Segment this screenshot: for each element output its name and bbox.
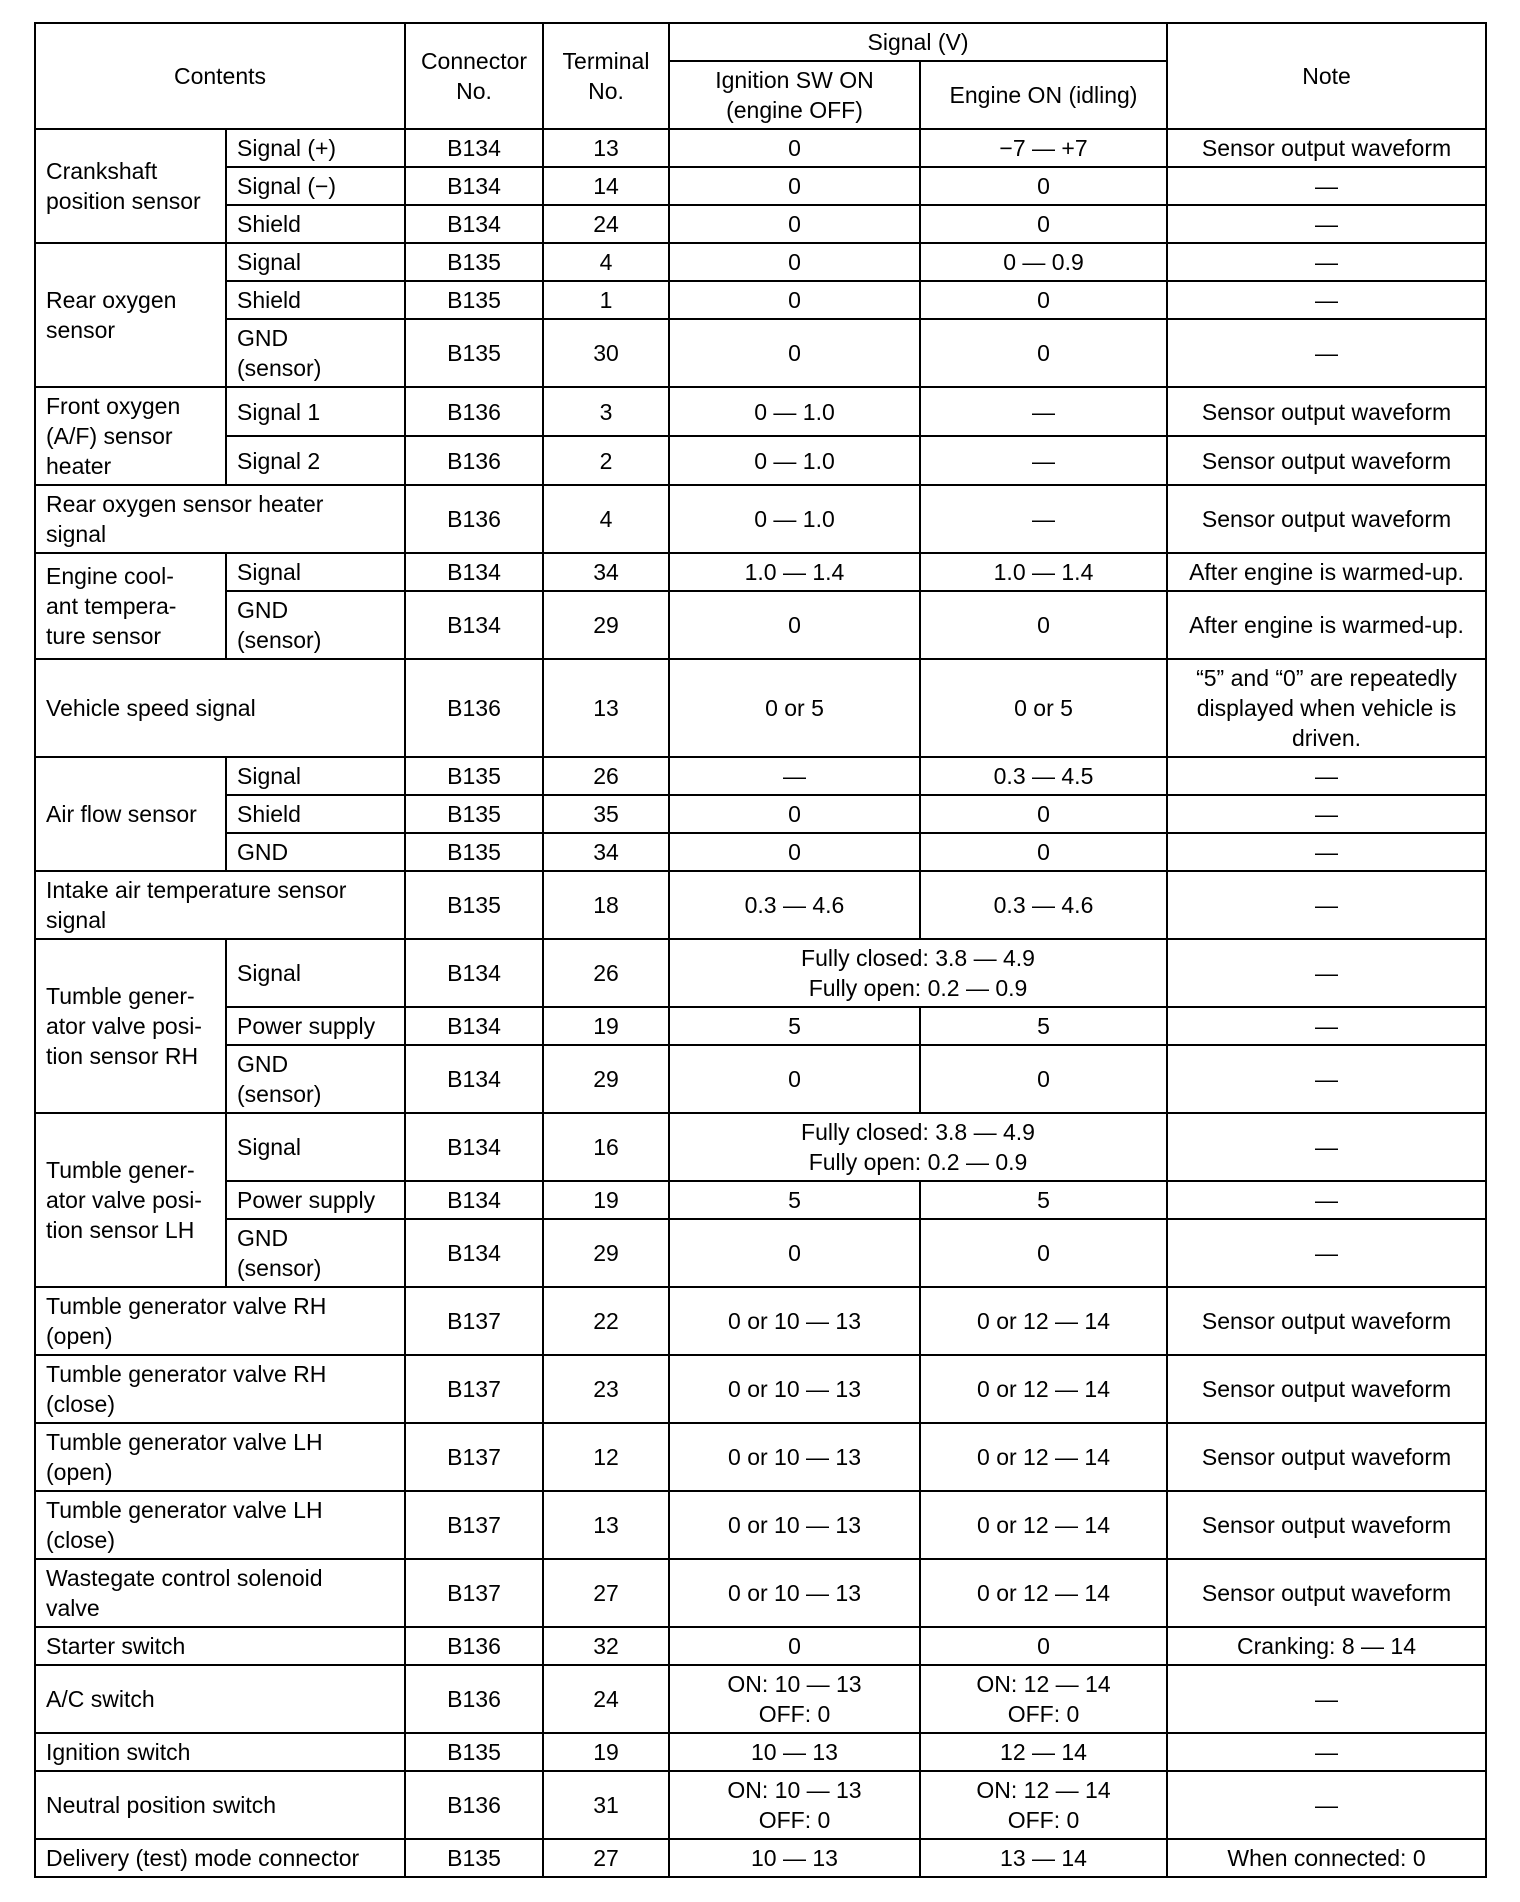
terminal-cell: 27 <box>543 1559 669 1627</box>
table-row <box>35 1627 1486 1665</box>
terminal-cell: 27 <box>543 1839 669 1877</box>
note-cell: — <box>1167 1007 1486 1045</box>
table-row <box>35 553 1486 591</box>
engine-signal-cell: 0 <box>920 1627 1167 1665</box>
engine-signal-cell: 0 <box>920 167 1167 205</box>
ignition-signal-cell: 0 <box>669 795 920 833</box>
ignition-signal-cell: 0 <box>669 1045 920 1113</box>
connector-cell: B135 <box>405 319 543 387</box>
table-row <box>35 1491 1486 1559</box>
contents-item-cell: Signal <box>226 757 405 795</box>
ignition-signal-cell: 5 <box>669 1007 920 1045</box>
engine-signal-cell: 0 or 5 <box>920 659 1167 757</box>
table-row <box>35 795 1486 833</box>
contents-cell: Vehicle speed signal <box>35 659 405 757</box>
table-row <box>35 1007 1486 1045</box>
note-cell: Sensor output waveform <box>1167 1491 1486 1559</box>
connector-cell: B135 <box>405 243 543 281</box>
contents-item-cell: Signal 2 <box>226 436 405 485</box>
ignition-signal-cell: 1.0 — 1.4 <box>669 553 920 591</box>
note-cell: Sensor output waveform <box>1167 129 1486 167</box>
note-cell: When connected: 0 <box>1167 1839 1486 1877</box>
note-cell: — <box>1167 757 1486 795</box>
note-cell: Sensor output waveform <box>1167 436 1486 485</box>
connector-cell: B134 <box>405 129 543 167</box>
note-cell: — <box>1167 833 1486 871</box>
terminal-cell: 13 <box>543 659 669 757</box>
contents-cell: Intake air temperature sensor signal <box>35 871 405 939</box>
header-connector: Connector No. <box>405 23 543 129</box>
terminal-cell: 26 <box>543 939 669 1007</box>
engine-signal-cell: 0 or 12 — 14 <box>920 1559 1167 1627</box>
engine-signal-cell: 0 — 0.9 <box>920 243 1167 281</box>
note-cell: — <box>1167 1113 1486 1181</box>
ignition-signal-cell: 0 <box>669 243 920 281</box>
engine-signal-cell: 0.3 — 4.5 <box>920 757 1167 795</box>
table-row <box>35 1771 1486 1839</box>
contents-group-cell: Crankshaft position sensor <box>35 129 226 243</box>
connector-cell: B135 <box>405 833 543 871</box>
terminal-cell: 24 <box>543 205 669 243</box>
connector-cell: B135 <box>405 871 543 939</box>
connector-cell: B134 <box>405 553 543 591</box>
ignition-signal-cell: 0 or 5 <box>669 659 920 757</box>
connector-cell: B134 <box>405 1007 543 1045</box>
note-cell: Sensor output waveform <box>1167 1287 1486 1355</box>
ignition-signal-cell: 0 <box>669 833 920 871</box>
table-row <box>35 1181 1486 1219</box>
contents-cell: Ignition switch <box>35 1733 405 1771</box>
header-ignition: Ignition SW ON (engine OFF) <box>669 61 920 129</box>
contents-item-cell: Signal <box>226 553 405 591</box>
note-cell: — <box>1167 243 1486 281</box>
table-row <box>35 129 1486 167</box>
note-cell: Sensor output waveform <box>1167 387 1486 436</box>
engine-signal-cell: 1.0 — 1.4 <box>920 553 1167 591</box>
terminal-cell: 29 <box>543 591 669 659</box>
table-header <box>35 23 1486 129</box>
engine-signal-cell: 0 <box>920 319 1167 387</box>
connector-cell: B137 <box>405 1287 543 1355</box>
contents-item-cell: Shield <box>226 205 405 243</box>
ignition-signal-cell: 10 — 13 <box>669 1733 920 1771</box>
terminal-cell: 18 <box>543 871 669 939</box>
contents-group-cell: Rear oxygen sensor <box>35 243 226 387</box>
ignition-signal-cell: ON: 10 — 13 OFF: 0 <box>669 1665 920 1733</box>
terminal-cell: 32 <box>543 1627 669 1665</box>
connector-cell: B134 <box>405 939 543 1007</box>
connector-cell: B134 <box>405 1113 543 1181</box>
connector-cell: B136 <box>405 485 543 553</box>
table-row <box>35 1045 1486 1113</box>
table-row <box>35 1355 1486 1423</box>
table-row <box>35 1665 1486 1733</box>
connector-cell: B136 <box>405 659 543 757</box>
ignition-signal-cell: 0 or 10 — 13 <box>669 1491 920 1559</box>
contents-item-cell: Signal 1 <box>226 387 405 436</box>
note-cell: “5” and “0” are repeatedly displayed when vehicle is driven. <box>1167 659 1486 757</box>
contents-cell: A/C switch <box>35 1665 405 1733</box>
ignition-signal-cell: — <box>669 757 920 795</box>
table-row <box>35 167 1486 205</box>
contents-group-cell: Front oxygen (A/F) sensor heater <box>35 387 226 485</box>
note-cell: Sensor output waveform <box>1167 485 1486 553</box>
terminal-cell: 35 <box>543 795 669 833</box>
ignition-signal-cell: 0 — 1.0 <box>669 436 920 485</box>
note-cell: — <box>1167 871 1486 939</box>
table-row <box>35 871 1486 939</box>
ignition-signal-cell: 0 or 10 — 13 <box>669 1423 920 1491</box>
terminal-cell: 16 <box>543 1113 669 1181</box>
note-cell: After engine is warmed-up. <box>1167 591 1486 659</box>
table-row <box>35 659 1486 757</box>
contents-group-cell: Air flow sensor <box>35 757 226 871</box>
ignition-signal-cell: ON: 10 — 13 OFF: 0 <box>669 1771 920 1839</box>
note-cell: Cranking: 8 — 14 <box>1167 1627 1486 1665</box>
ignition-signal-cell: 0 <box>669 1219 920 1287</box>
ignition-signal-cell: 0 or 10 — 13 <box>669 1559 920 1627</box>
connector-cell: B134 <box>405 205 543 243</box>
ignition-signal-cell: 10 — 13 <box>669 1839 920 1877</box>
contents-group-cell: Tumble gener- ator valve posi- tion sensor LH <box>35 1113 226 1287</box>
note-cell: — <box>1167 795 1486 833</box>
contents-item-cell: Signal (+) <box>226 129 405 167</box>
terminal-cell: 22 <box>543 1287 669 1355</box>
connector-cell: B134 <box>405 1045 543 1113</box>
ignition-signal-cell: 0 or 10 — 13 <box>669 1287 920 1355</box>
engine-signal-cell: 0 or 12 — 14 <box>920 1355 1167 1423</box>
connector-cell: B136 <box>405 436 543 485</box>
table-row <box>35 387 1486 436</box>
connector-cell: B135 <box>405 757 543 795</box>
contents-item-cell: GND (sensor) <box>226 1219 405 1287</box>
engine-signal-cell: 0 <box>920 205 1167 243</box>
note-cell: — <box>1167 1181 1486 1219</box>
contents-cell: Wastegate control solenoid valve <box>35 1559 405 1627</box>
engine-signal-cell: ON: 12 — 14 OFF: 0 <box>920 1771 1167 1839</box>
connector-cell: B135 <box>405 281 543 319</box>
header-contents: Contents <box>35 23 405 129</box>
note-cell: — <box>1167 1733 1486 1771</box>
terminal-cell: 1 <box>543 281 669 319</box>
connector-cell: B134 <box>405 1181 543 1219</box>
connector-cell: B135 <box>405 1733 543 1771</box>
note-cell: — <box>1167 1045 1486 1113</box>
engine-signal-cell: 0 or 12 — 14 <box>920 1423 1167 1491</box>
contents-cell: Tumble generator valve RH (close) <box>35 1355 405 1423</box>
connector-cell: B137 <box>405 1423 543 1491</box>
table-row <box>35 833 1486 871</box>
engine-signal-cell: — <box>920 485 1167 553</box>
engine-signal-cell: 0 <box>920 281 1167 319</box>
table-row <box>35 1113 1486 1181</box>
contents-item-cell: Power supply <box>226 1181 405 1219</box>
header-signal: Signal (V) <box>669 23 1167 61</box>
contents-item-cell: Signal <box>226 939 405 1007</box>
connector-cell: B136 <box>405 1771 543 1839</box>
engine-signal-cell: — <box>920 436 1167 485</box>
engine-signal-cell: 5 <box>920 1181 1167 1219</box>
table-row <box>35 485 1486 553</box>
contents-item-cell: GND (sensor) <box>226 319 405 387</box>
header-note: Note <box>1167 23 1486 129</box>
contents-cell: Rear oxygen sensor heater signal <box>35 485 405 553</box>
note-cell: — <box>1167 1665 1486 1733</box>
contents-item-cell: Shield <box>226 281 405 319</box>
terminal-cell: 30 <box>543 319 669 387</box>
connector-cell: B137 <box>405 1491 543 1559</box>
ignition-signal-cell: 5 <box>669 1181 920 1219</box>
terminal-cell: 12 <box>543 1423 669 1491</box>
ignition-signal-cell: 0 <box>669 205 920 243</box>
ignition-signal-cell: 0 <box>669 591 920 659</box>
table-row <box>35 1839 1486 1877</box>
terminal-cell: 13 <box>543 129 669 167</box>
terminal-cell: 23 <box>543 1355 669 1423</box>
ignition-signal-cell: 0 <box>669 281 920 319</box>
note-cell: — <box>1167 281 1486 319</box>
terminal-cell: 34 <box>543 553 669 591</box>
ignition-signal-cell: 0 <box>669 129 920 167</box>
connector-cell: B137 <box>405 1559 543 1627</box>
engine-signal-cell: 13 — 14 <box>920 1839 1167 1877</box>
table-row <box>35 1423 1486 1491</box>
terminal-cell: 4 <box>543 243 669 281</box>
engine-signal-cell: 5 <box>920 1007 1167 1045</box>
terminal-cell: 26 <box>543 757 669 795</box>
terminal-cell: 2 <box>543 436 669 485</box>
engine-signal-cell: 0 or 12 — 14 <box>920 1491 1167 1559</box>
ignition-signal-cell: 0.3 — 4.6 <box>669 871 920 939</box>
contents-group-cell: Engine cool- ant tempera- ture sensor <box>35 553 226 659</box>
table-row <box>35 281 1486 319</box>
terminal-cell: 29 <box>543 1219 669 1287</box>
engine-signal-cell: −7 — +7 <box>920 129 1167 167</box>
table-row <box>35 436 1486 485</box>
table-row <box>35 1733 1486 1771</box>
connector-cell: B136 <box>405 387 543 436</box>
table-row <box>35 319 1486 387</box>
terminal-cell: 3 <box>543 387 669 436</box>
table-row <box>35 591 1486 659</box>
ignition-signal-cell: 0 or 10 — 13 <box>669 1355 920 1423</box>
signal-merged-cell: Fully closed: 3.8 — 4.9 Fully open: 0.2 — 0.9 <box>669 939 1167 1007</box>
header-terminal: Terminal No. <box>543 23 669 129</box>
table-row <box>35 243 1486 281</box>
terminal-cell: 19 <box>543 1007 669 1045</box>
contents-group-cell: Tumble gener- ator valve posi- tion sensor RH <box>35 939 226 1113</box>
connector-cell: B134 <box>405 1219 543 1287</box>
engine-signal-cell: 12 — 14 <box>920 1733 1167 1771</box>
table-row <box>35 1219 1486 1287</box>
contents-cell: Delivery (test) mode connector <box>35 1839 405 1877</box>
ignition-signal-cell: 0 <box>669 1627 920 1665</box>
terminal-cell: 31 <box>543 1771 669 1839</box>
table-row <box>35 1287 1486 1355</box>
note-cell: — <box>1167 167 1486 205</box>
engine-signal-cell: 0.3 — 4.6 <box>920 871 1167 939</box>
note-cell: Sensor output waveform <box>1167 1559 1486 1627</box>
table-row <box>35 939 1486 1007</box>
note-cell: — <box>1167 939 1486 1007</box>
note-cell: Sensor output waveform <box>1167 1423 1486 1491</box>
contents-cell: Tumble generator valve LH (open) <box>35 1423 405 1491</box>
contents-cell: Neutral position switch <box>35 1771 405 1839</box>
note-cell: — <box>1167 205 1486 243</box>
contents-item-cell: Signal (−) <box>226 167 405 205</box>
connector-cell: B136 <box>405 1665 543 1733</box>
contents-item-cell: Shield <box>226 795 405 833</box>
contents-item-cell: GND (sensor) <box>226 591 405 659</box>
table-row <box>35 1559 1486 1627</box>
terminal-cell: 24 <box>543 1665 669 1733</box>
contents-cell: Tumble generator valve LH (close) <box>35 1491 405 1559</box>
note-cell: Sensor output waveform <box>1167 1355 1486 1423</box>
contents-cell: Tumble generator valve RH (open) <box>35 1287 405 1355</box>
terminal-cell: 19 <box>543 1181 669 1219</box>
note-cell: — <box>1167 1219 1486 1287</box>
terminal-cell: 13 <box>543 1491 669 1559</box>
engine-signal-cell: 0 or 12 — 14 <box>920 1287 1167 1355</box>
contents-item-cell: GND (sensor) <box>226 1045 405 1113</box>
terminal-cell: 14 <box>543 167 669 205</box>
table-body <box>35 129 1486 1877</box>
connector-cell: B135 <box>405 1839 543 1877</box>
note-cell: After engine is warmed-up. <box>1167 553 1486 591</box>
connector-cell: B134 <box>405 591 543 659</box>
table-row <box>35 757 1486 795</box>
engine-signal-cell: 0 <box>920 1045 1167 1113</box>
contents-item-cell: Signal <box>226 1113 405 1181</box>
connector-cell: B137 <box>405 1355 543 1423</box>
ignition-signal-cell: 0 — 1.0 <box>669 485 920 553</box>
connector-cell: B134 <box>405 167 543 205</box>
ignition-signal-cell: 0 — 1.0 <box>669 387 920 436</box>
engine-signal-cell: ON: 12 — 14 OFF: 0 <box>920 1665 1167 1733</box>
ignition-signal-cell: 0 <box>669 319 920 387</box>
engine-signal-cell: 0 <box>920 833 1167 871</box>
contents-cell: Starter switch <box>35 1627 405 1665</box>
contents-item-cell: Power supply <box>226 1007 405 1045</box>
engine-signal-cell: 0 <box>920 591 1167 659</box>
note-cell: — <box>1167 1771 1486 1839</box>
header-engine: Engine ON (idling) <box>920 61 1167 129</box>
engine-signal-cell: 0 <box>920 795 1167 833</box>
terminal-cell: 29 <box>543 1045 669 1113</box>
signal-merged-cell: Fully closed: 3.8 — 4.9 Fully open: 0.2 — 0.9 <box>669 1113 1167 1181</box>
contents-item-cell: GND <box>226 833 405 871</box>
connector-cell: B136 <box>405 1627 543 1665</box>
terminal-cell: 34 <box>543 833 669 871</box>
ignition-signal-cell: 0 <box>669 167 920 205</box>
contents-item-cell: Signal <box>226 243 405 281</box>
terminal-cell: 4 <box>543 485 669 553</box>
engine-signal-cell: 0 <box>920 1219 1167 1287</box>
engine-signal-cell: — <box>920 387 1167 436</box>
signal-table <box>34 22 1487 1878</box>
terminal-cell: 19 <box>543 1733 669 1771</box>
table-row <box>35 205 1486 243</box>
connector-cell: B135 <box>405 795 543 833</box>
note-cell: — <box>1167 319 1486 387</box>
